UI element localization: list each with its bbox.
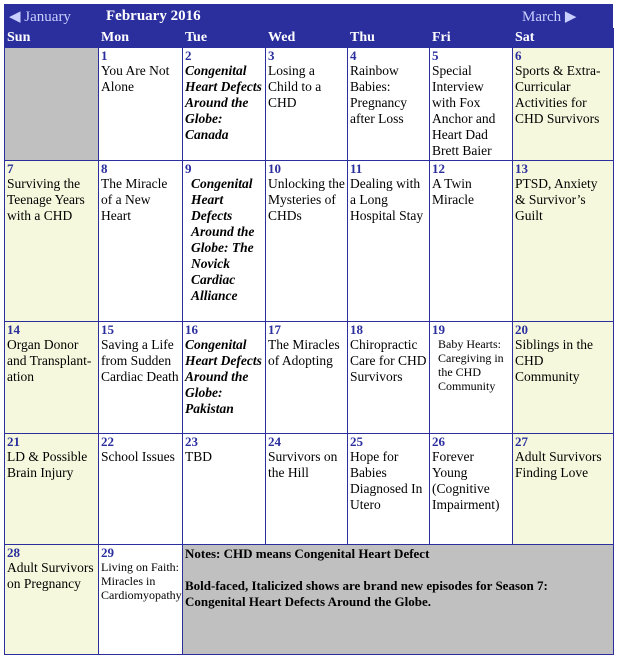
next-month-link[interactable]: March ▶ [522,8,577,25]
event-title[interactable]: Forever Young (Cognitive Impairment) [432,449,500,512]
event-title[interactable]: Saving a Life from Sudden Cardiac Death [101,337,179,384]
week-row [5,161,614,322]
day-number: 1 [101,48,108,63]
weekday-mon: Mon [99,29,183,48]
event-title[interactable]: Adult Survivors Finding Love [515,449,602,480]
day-cell[interactable] [266,161,348,322]
calendar-header [4,4,613,28]
day-cell[interactable] [5,545,99,655]
event-title[interactable]: The Miracle of a New Heart [101,176,168,223]
day-number: 4 [350,48,357,63]
day-number: 20 [515,322,528,337]
day-cell[interactable] [183,434,266,545]
day-cell[interactable] [5,322,99,434]
event-title[interactable]: Congenital Heart Defects Around the Globe: The Novick Cardiac Alliance [191,176,255,303]
day-cell[interactable] [348,161,430,322]
day-number: 11 [350,161,363,176]
day-cell[interactable] [183,48,266,161]
weekday-thu: Thu [348,29,430,48]
event-title[interactable]: You Are Not Alone [101,63,170,94]
notes-line-2: Bold-faced, Italicized shows are brand new episodes for Season 7: Congenital Heart Defects Around the Globe. [185,578,548,609]
event-title[interactable]: LD & Possible Brain Injury [7,449,88,480]
day-number: 17 [268,322,281,337]
day-number: 6 [515,48,522,63]
notes-spacer [185,562,611,578]
day-cell[interactable] [99,161,183,322]
day-cell[interactable] [430,434,513,545]
day-number: 12 [432,161,445,176]
weekday-sun: Sun [5,29,99,48]
weekday-fri: Fri [430,29,513,48]
day-cell[interactable] [99,434,183,545]
notes-cell [183,545,614,655]
day-cell[interactable] [513,322,614,434]
day-cell[interactable] [183,322,266,434]
month-title: February 2016 [106,7,201,24]
day-number: 3 [268,48,275,63]
day-cell[interactable] [5,161,99,322]
event-title[interactable]: Rainbow Babies: Pregnancy after Loss [350,63,407,126]
day-cell[interactable] [513,48,614,161]
day-cell[interactable] [348,322,430,434]
day-number: 23 [185,434,198,449]
event-title[interactable]: Chiropractic Care for CHD Survivors [350,337,427,384]
day-number: 15 [101,322,114,337]
day-number: 26 [432,434,445,449]
weekday-sat: Sat [513,29,614,48]
day-number: 25 [350,434,363,449]
event-title[interactable]: Congenital Heart Defects Around the Globe: Canada [185,63,262,142]
event-title[interactable]: Losing a Child to a CHD [268,63,322,110]
day-number: 9 [185,161,192,176]
event-title[interactable]: Special Interview with Fox Anchor and Heart Dad Brett Baier [432,63,496,158]
event-title[interactable]: Living on Faith: Miracles in Cardiomyopathy [101,560,182,602]
event-title[interactable]: Dealing with a Long Hospital Stay [350,176,424,223]
day-cell[interactable] [266,48,348,161]
day-cell[interactable] [99,48,183,161]
day-cell[interactable] [430,48,513,161]
day-number: 8 [101,161,108,176]
day-number: 21 [7,434,20,449]
week-row [5,434,614,545]
event-title[interactable]: Adult Survivors on Pregnancy [7,560,94,591]
event-title[interactable]: TBD [185,449,212,464]
day-number: 5 [432,48,439,63]
prev-month-link[interactable]: ◀ January [9,8,71,25]
day-number: 18 [350,322,363,337]
event-title[interactable]: Unlocking the Mysteries of CHDs [268,176,345,223]
event-title[interactable]: Siblings in the CHD Community [515,337,594,384]
day-number: 29 [101,545,114,560]
event-title[interactable]: A Twin Miracle [432,176,474,207]
calendar-grid [4,28,614,655]
week-row [5,322,614,434]
day-number: 27 [515,434,528,449]
day-cell[interactable] [513,161,614,322]
day-number: 7 [7,161,14,176]
day-number: 24 [268,434,281,449]
day-number: 13 [515,161,528,176]
day-cell[interactable] [348,434,430,545]
event-title[interactable]: PTSD, Anxiety & Survivor’s Guilt [515,176,598,223]
day-cell[interactable] [430,161,513,322]
day-cell[interactable] [99,545,183,655]
event-title[interactable]: Organ Donor and Transplant-ation [7,337,92,384]
event-title[interactable]: School Issues [101,449,175,464]
day-cell[interactable] [99,322,183,434]
day-cell[interactable] [348,48,430,161]
day-cell[interactable] [5,434,99,545]
day-number: 14 [7,322,20,337]
empty-day-cell [5,48,99,161]
day-cell[interactable] [183,161,266,322]
event-title[interactable]: The Miracles of Adopting [268,337,340,368]
event-title[interactable]: Congenital Heart Defects Around the Globe: Pakistan [185,337,262,416]
week-row [5,545,614,655]
day-cell[interactable] [430,322,513,434]
weekday-wed: Wed [266,29,348,48]
calendar [4,4,613,655]
day-cell[interactable] [266,434,348,545]
weekday-tue: Tue [183,29,266,48]
event-title[interactable]: Hope for Babies Diagnosed In Utero [350,449,423,512]
week-row [5,48,614,161]
day-cell[interactable] [513,434,614,545]
day-number: 22 [101,434,114,449]
weekday-row [5,29,614,48]
event-title[interactable]: Surviving the Teenage Years with a CHD [7,176,85,223]
day-cell[interactable] [266,322,348,434]
event-title[interactable]: Survivors on the Hill [268,449,338,480]
event-title[interactable]: Sports & Extra-Curricular Activities for CHD Survivors [515,63,601,126]
event-title[interactable]: Baby Hearts: Caregiving in the CHD Community [438,337,504,393]
day-number: 16 [185,322,198,337]
day-number: 2 [185,48,192,63]
day-number: 10 [268,161,281,176]
day-number: 19 [432,322,445,337]
day-number: 28 [7,545,20,560]
notes-line-1: Notes: CHD means Congenital Heart Defect [185,546,430,561]
